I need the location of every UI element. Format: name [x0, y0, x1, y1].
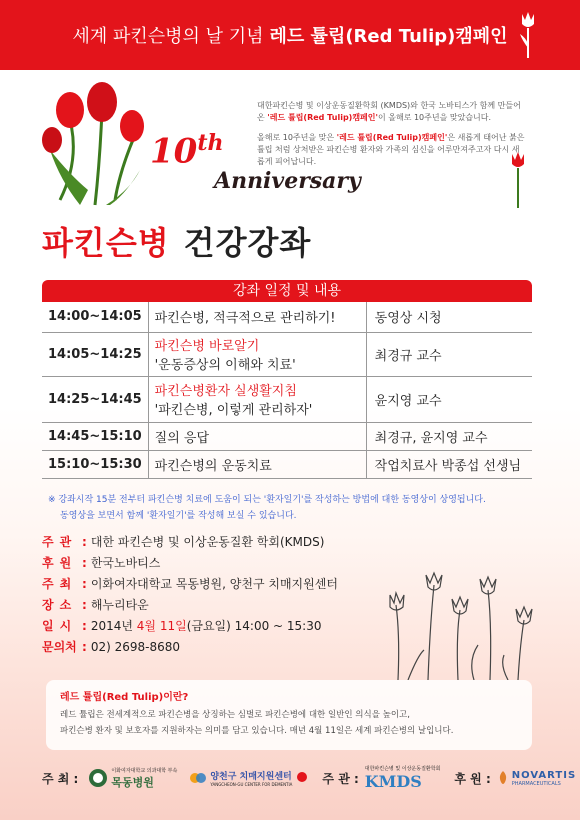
mokdong-hospital-logo	[88, 767, 177, 790]
table-row	[42, 376, 532, 422]
row-speaker: 동영상 시청	[366, 302, 532, 332]
row-speaker: 윤지영 교수	[366, 376, 532, 422]
info-label: 주관	[42, 535, 78, 549]
info-host: 주관 : 대한 파킨슨병 및 이상운동질환 학회(KMDS)	[42, 532, 338, 553]
schedule-table	[42, 280, 532, 479]
row-topic-text: '운동증상의 이해와 치료'	[154, 358, 296, 373]
intro-text	[257, 100, 527, 176]
row-speaker: 작업치료사 박종섭 선생님	[366, 450, 532, 478]
page-title	[42, 218, 311, 264]
intro-p2-c: 은 새롭게 태어난 붉은 튤립 처럼 상처받은 파킨슨병 환자와 가족의 심신을 어루만져주고자 다시 새롭게 피어납니다.	[257, 133, 525, 166]
row-topic-red: 파킨슨병환자 실생활지침	[154, 384, 297, 399]
district-emblem-icon	[296, 771, 308, 785]
info-label: 일시	[42, 619, 78, 633]
title-red: 파킨슨병	[42, 224, 170, 262]
row-time: 15:10~15:30	[42, 450, 148, 478]
mokdong-hospital-name: 목동병원	[111, 775, 154, 789]
info-date-day: 4월 11일	[136, 619, 187, 633]
info-sponsor: 후원 : 한국노바티스	[42, 553, 338, 574]
intro-paragraph-2	[257, 132, 527, 168]
row-topic	[148, 302, 366, 332]
host-label: 주 관 :	[322, 771, 359, 786]
info-value: 02) 2698-8680	[90, 640, 180, 654]
definition-title: 레드 튤립(Red Tulip)이란?	[60, 692, 189, 703]
intro-p1-campaign: '레드 튤립(Red Tulip)캠페인'	[267, 113, 378, 122]
info-value: 해누리타운	[90, 598, 149, 612]
info-organizer: 주최 : 이화여자대학교 목동병원, 양천구 치매지원센터	[42, 574, 338, 595]
row-topic	[148, 332, 366, 376]
info-value: 한국노바티스	[90, 556, 161, 570]
novartis-logo	[497, 770, 576, 787]
tulip-sketch-illustration	[378, 565, 548, 680]
banner-text: 세계 파킨슨병의 날 기념	[72, 26, 264, 47]
banner-campaign-name: 레드 튤립(Red Tulip)캠페인	[269, 26, 508, 47]
row-speaker: 최경규, 윤지영 교수	[366, 422, 532, 450]
mokdong-hospital-subtitle: 이화여자대학교 의과대학 부속	[111, 767, 178, 774]
notice-line-2: 동영상을 보면서 함께 '환자일기'를 작성해 보실 수 있습니다.	[60, 511, 297, 521]
top-banner	[0, 0, 580, 70]
row-topic-text: 질의 응답	[154, 430, 210, 446]
schedule-header: 강좌 일정 및 내용	[42, 280, 532, 302]
table-row	[42, 422, 532, 450]
intro-p2-a: 올해로 10주년을 맞은	[257, 133, 335, 142]
title-dark: 건강강좌	[183, 224, 312, 262]
novartis-name: NOVARTIS	[511, 769, 577, 781]
table-row	[42, 450, 532, 478]
kmds-name: KMDS	[364, 772, 422, 791]
tulip-icon-small	[508, 150, 528, 210]
info-label: 주최	[42, 577, 78, 591]
yangcheon-center-subtitle: YANGCHEON-GU CENTER FOR DEMENTIA	[210, 782, 293, 787]
novartis-flame-icon	[497, 770, 509, 786]
row-time: 14:05~14:25	[42, 332, 148, 376]
info-place: 장소 : 해누리타운	[42, 595, 338, 616]
backer-label: 후 원 :	[454, 771, 491, 786]
sponsor-bar	[0, 760, 580, 796]
anniversary-number-value: 10	[150, 131, 198, 172]
yangcheon-center-name: 양천구 치매지원센터	[210, 772, 292, 782]
intro-p2-campaign: '레드 튤립(Red Tulip)캠페인'	[336, 133, 448, 142]
info-value: 이화여자대학교 목동병원, 양천구 치매지원센터	[90, 577, 338, 591]
hospital-emblem-icon	[88, 768, 108, 788]
novartis-subtitle: PHARMACEUTICALS	[511, 780, 561, 787]
intro-p1-a: 대한파킨슨병 및 이상운동질환학회 (KMDS)와 한국 노바티스가 함께 만들어온	[257, 101, 521, 122]
kmds-logo	[365, 765, 441, 791]
row-topic-text: '파킨슨병, 이렇게 관리하자'	[154, 403, 313, 418]
row-topic-text: 파킨슨병, 적극적으로 관리하기!	[154, 311, 336, 327]
row-topic	[148, 376, 366, 422]
table-row	[42, 332, 532, 376]
notice-line-1: ※ 강좌시작 15분 전부터 파킨슨병 치료에 도움이 되는 '환자일기'를 작성하는 방법에 대한 동영상이 상영됩니다.	[48, 495, 486, 505]
anniversary-number	[150, 130, 224, 171]
row-topic-red: 파킨슨병 바로알기	[154, 339, 260, 354]
row-topic-text: 파킨슨병의 운동치료	[154, 458, 272, 474]
red-tulips-illustration	[40, 80, 150, 210]
row-time: 14:25~14:45	[42, 376, 148, 422]
intro-paragraph-1	[257, 100, 527, 124]
row-time: 14:45~15:10	[42, 422, 148, 450]
yangcheon-center-logo	[189, 769, 308, 787]
definition-line-2: 파킨슨병 환자 및 보호자를 지원하자는 의미를 담고 있습니다. 매년 4월 11일은 세계 파킨슨병의 날입니다.	[60, 726, 454, 736]
info-date: 일시 : 2014년 4월 11일(금요일) 14:00 ~ 15:30	[42, 616, 338, 637]
anniversary-suffix: th	[197, 130, 224, 156]
info-contact: 문의처 : 02) 2698-8680	[42, 637, 338, 658]
info-label: 장소	[42, 598, 78, 612]
info-date-year: 2014년	[90, 619, 133, 633]
info-value: 대한 파킨슨병 및 이상운동질환 학회(KMDS)	[90, 535, 325, 549]
organizer-label: 주 최 :	[42, 771, 79, 786]
row-topic	[148, 422, 366, 450]
row-topic	[148, 450, 366, 478]
definition-box	[46, 680, 532, 750]
info-label: 후원	[42, 556, 78, 570]
row-time: 14:00~14:05	[42, 302, 148, 332]
intro-p1-c: 이 올해로 10주년을 맞았습니다.	[377, 113, 492, 122]
info-date-time: (금요일) 14:00 ~ 15:30	[186, 619, 322, 633]
tulip-icon	[518, 10, 538, 60]
table-row	[42, 302, 532, 332]
notice-text	[48, 492, 538, 524]
info-label: 문의처	[42, 640, 77, 654]
definition-body	[60, 707, 518, 739]
dementia-center-icon	[189, 769, 207, 787]
kmds-subtitle: 대한파킨슨병 및 이상운동질환학회	[364, 766, 441, 772]
definition-line-1: 레드 튤립은 전세계적으로 파킨슨병을 상징하는 심벌로 파킨슨병에 대한 일반인 의식을 높이고,	[60, 710, 410, 720]
anniversary-word: Anniversary	[214, 168, 361, 194]
event-info	[42, 532, 338, 658]
row-speaker: 최경규 교수	[366, 332, 532, 376]
